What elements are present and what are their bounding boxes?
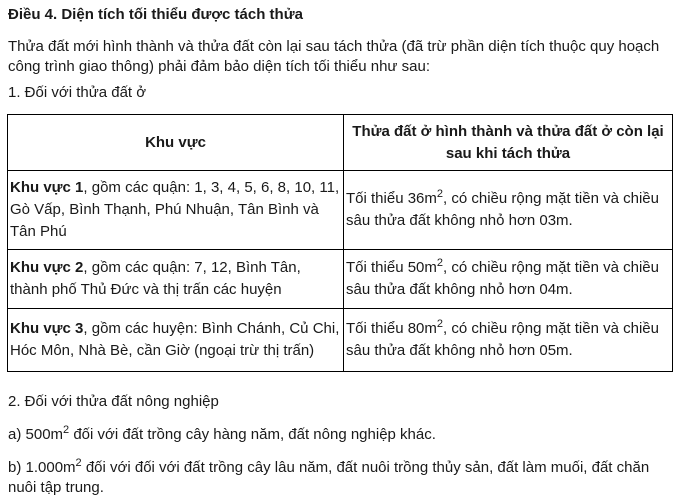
- area-unit-superscript: 2: [436, 318, 444, 330]
- area-description: , gồm các quận: 7, 12, Bình Tân, thành phố Thủ Đức và thị trấn các huyện: [10, 259, 301, 298]
- requirement-suffix: , có chiều rộng mặt tiền và chiều sâu thửa đất không nhỏ hơn 05m.: [346, 320, 659, 359]
- area-cell: [8, 250, 344, 309]
- requirement-prefix: Tối thiểu 80m: [346, 320, 437, 337]
- item-b: [8, 458, 673, 498]
- area-name: Khu vực 1: [10, 179, 84, 196]
- item-a: [8, 425, 673, 445]
- land-area-table: [7, 114, 673, 372]
- area-description: , gồm các quận: 1, 3, 4, 5, 6, 8, 10, 11, Gò Vấp, Bình Thạnh, Phú Nhuận, Tân Bình và Tân Phú: [10, 179, 340, 240]
- area-cell: [8, 171, 344, 250]
- header-area: Khu vực: [8, 115, 344, 171]
- requirement-cell: [344, 171, 673, 250]
- article-title: Điều 4. Diện tích tối thiểu được tách thửa: [8, 6, 303, 23]
- item-a-suffix: đối với đất trồng cây hàng năm, đất nông nghiệp khác.: [69, 426, 436, 443]
- item-b-prefix: b) 1.000m: [8, 459, 76, 476]
- table-row: [8, 250, 673, 309]
- table-header-row: [8, 115, 673, 171]
- area-unit-superscript: 2: [436, 188, 444, 200]
- requirement-suffix: , có chiều rộng mặt tiền và chiều sâu thửa đất không nhỏ hơn 03m.: [346, 190, 659, 229]
- intro-paragraph: Thửa đất mới hình thành và thửa đất còn lại sau tách thửa (đã trừ phần diện tích thuộc quy hoạch công trình giao thông) phải đảm bảo diện tích tối thiểu như sau:: [8, 38, 660, 75]
- item-b-suffix: đối với đối với đất trồng cây lâu năm, đất nuôi trồng thủy sản, đất làm muối, đất chăn nuôi tập trung.: [8, 459, 650, 496]
- header-requirement: Thửa đất ở hình thành và thửa đất ở còn lại sau khi tách thửa: [344, 115, 673, 171]
- requirement-suffix: , có chiều rộng mặt tiền và chiều sâu thửa đất không nhỏ hơn 04m.: [346, 259, 659, 298]
- item-b-superscript: 2: [75, 457, 82, 469]
- requirement-cell: [344, 309, 673, 372]
- requirement-cell: [344, 250, 673, 309]
- area-description: , gồm các huyện: Bình Chánh, Củ Chi, Hóc Môn, Nhà Bè, cần Giờ (ngoại trừ thị trấn): [10, 320, 340, 359]
- area-name: Khu vực 3: [10, 320, 84, 337]
- section-1-heading: 1. Đối với thửa đất ở: [8, 84, 147, 101]
- requirement-prefix: Tối thiểu 36m: [346, 190, 437, 207]
- area-cell: [8, 309, 344, 372]
- area-unit-superscript: 2: [436, 257, 444, 269]
- area-name: Khu vực 2: [10, 259, 84, 276]
- requirement-prefix: Tối thiểu 50m: [346, 259, 437, 276]
- item-a-superscript: 2: [63, 424, 70, 436]
- section-2-heading: 2. Đối với thửa đất nông nghiệp: [8, 393, 219, 410]
- item-a-prefix: a) 500m: [8, 426, 64, 443]
- table-row: [8, 309, 673, 372]
- table-row: [8, 171, 673, 250]
